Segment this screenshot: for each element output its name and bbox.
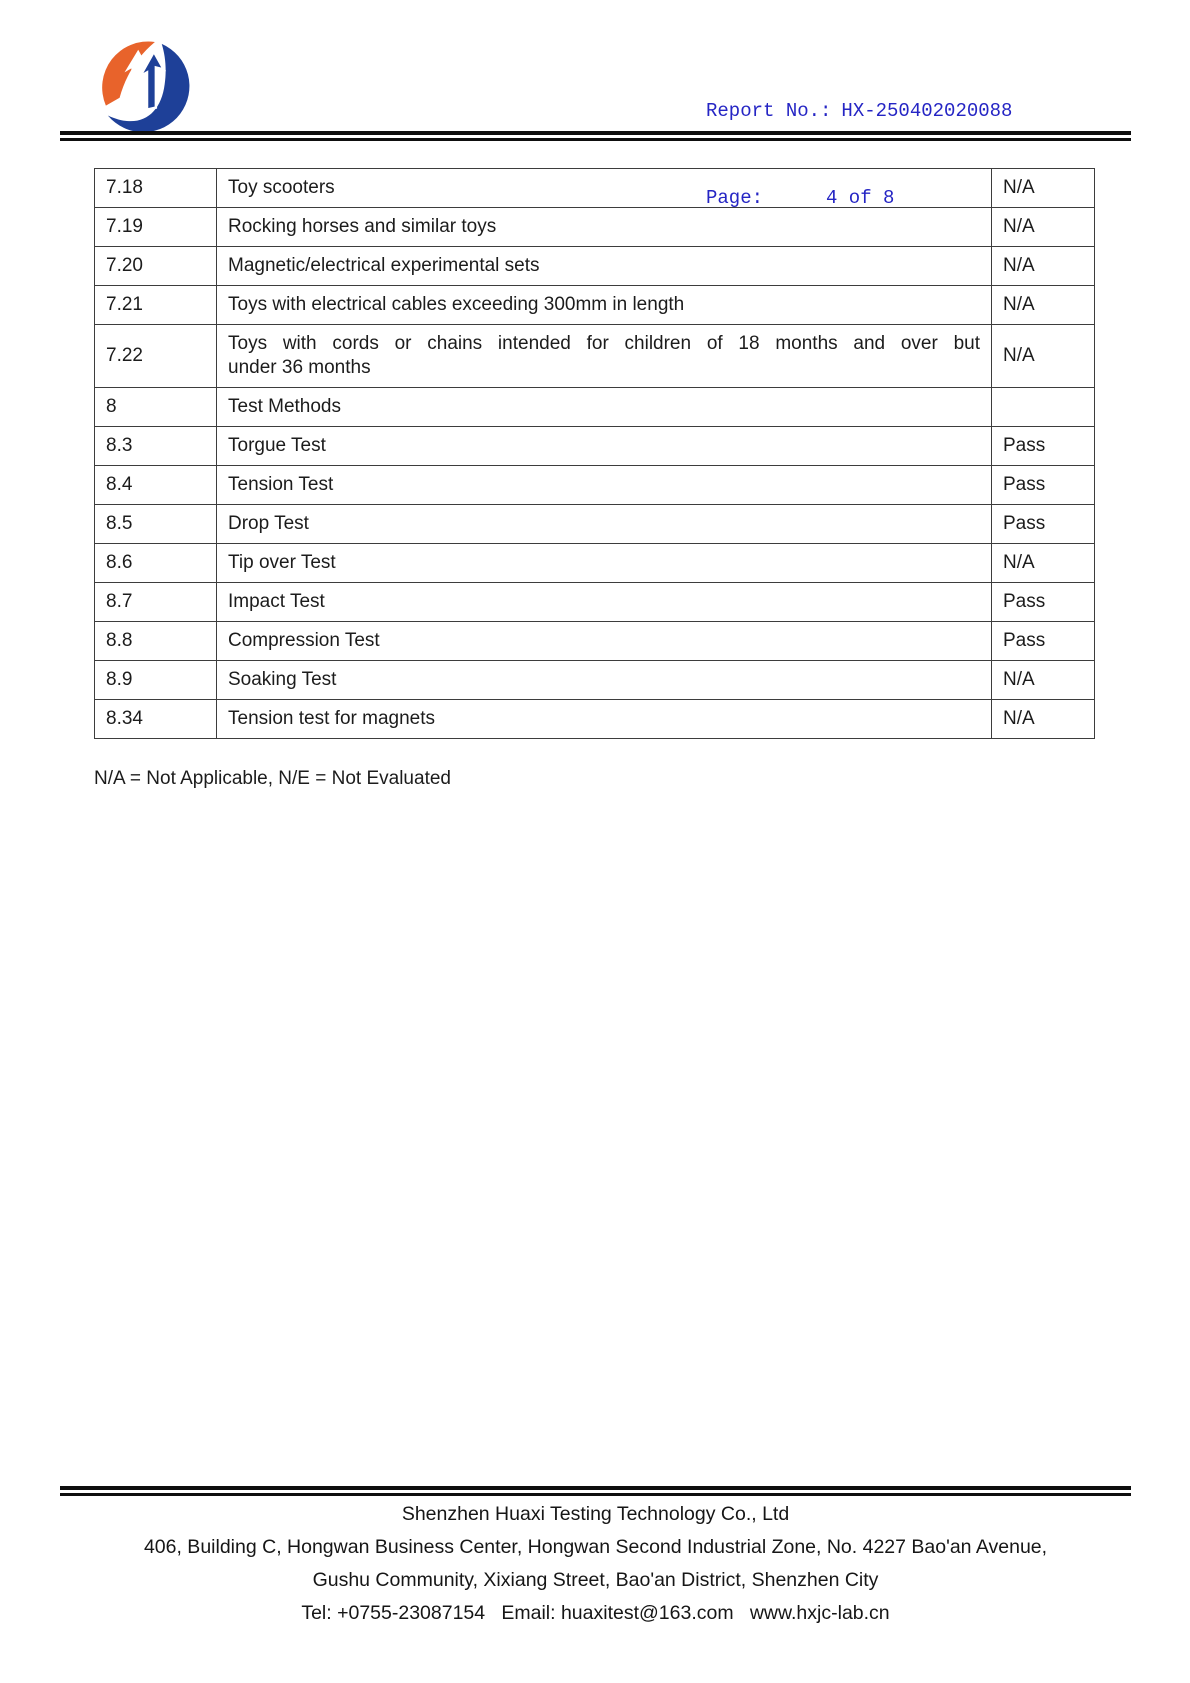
test-result: N/A — [992, 544, 1095, 583]
test-description: Toys with electrical cables exceeding 300mm in length — [217, 286, 992, 325]
test-result: N/A — [992, 700, 1095, 739]
clause-number: 7.20 — [95, 247, 217, 286]
test-description: Toys with cords or chains intended for children of 18 months and over butunder 36 months — [217, 325, 992, 388]
table-row — [95, 505, 1095, 544]
footer — [60, 1498, 1131, 1630]
test-description: Compression Test — [217, 622, 992, 661]
clause-number: 8.4 — [95, 466, 217, 505]
table-row — [95, 466, 1095, 505]
test-description: Test Methods — [217, 388, 992, 427]
report-no-label: Report No.: — [706, 100, 832, 122]
test-result: Pass — [992, 505, 1095, 544]
test-description: Magnetic/electrical experimental sets — [217, 247, 992, 286]
clause-number: 8.34 — [95, 700, 217, 739]
header-divider — [60, 131, 1131, 141]
test-results-table — [94, 168, 1095, 739]
test-result: N/A — [992, 325, 1095, 388]
test-result: N/A — [992, 286, 1095, 325]
table-row — [95, 661, 1095, 700]
clause-number: 7.21 — [95, 286, 217, 325]
table-row — [95, 427, 1095, 466]
footer-address-line1: 406, Building C, Hongwan Business Center, Hongwan Second Industrial Zone, No. 4227 Bao'an Avenue, — [143, 1536, 1048, 1558]
test-result: N/A — [992, 661, 1095, 700]
table-row — [95, 169, 1095, 208]
test-result: N/A — [992, 169, 1095, 208]
clause-number: 8 — [95, 388, 217, 427]
table-row — [95, 325, 1095, 388]
clause-number: 8.8 — [95, 622, 217, 661]
table-row — [95, 622, 1095, 661]
report-no-row — [706, 100, 1012, 122]
test-result: Pass — [992, 583, 1095, 622]
table-row — [95, 700, 1095, 739]
test-description: Tension test for magnets — [217, 700, 992, 739]
huaxi-logo-icon — [100, 38, 198, 138]
test-description: Tip over Test — [217, 544, 992, 583]
test-result: N/A — [992, 247, 1095, 286]
table-row — [95, 544, 1095, 583]
clause-number: 8.6 — [95, 544, 217, 583]
report-no-value: HX-250402020088 — [841, 100, 1013, 122]
company-logo — [100, 38, 198, 138]
footer-company: Shenzhen Huaxi Testing Technology Co., Ltd — [401, 1503, 790, 1525]
footer-contact: Tel: +0755-23087154 Email: huaxitest@163.com www.hxjc-lab.cn — [301, 1602, 890, 1624]
test-description: Torgue Test — [217, 427, 992, 466]
test-description: Impact Test — [217, 583, 992, 622]
test-results-body — [95, 169, 1095, 739]
clause-number: 7.19 — [95, 208, 217, 247]
clause-number: 7.22 — [95, 325, 217, 388]
test-description: Tension Test — [217, 466, 992, 505]
test-result: Pass — [992, 427, 1095, 466]
test-description: Rocking horses and similar toys — [217, 208, 992, 247]
clause-number: 8.5 — [95, 505, 217, 544]
clause-number: 8.7 — [95, 583, 217, 622]
clause-number: 7.18 — [95, 169, 217, 208]
table-row — [95, 208, 1095, 247]
test-result: N/A — [992, 208, 1095, 247]
page-label: Page: — [706, 187, 764, 209]
page-value: 4 of 8 — [826, 187, 895, 209]
clause-number: 8.3 — [95, 427, 217, 466]
table-row — [95, 247, 1095, 286]
test-description: Drop Test — [217, 505, 992, 544]
test-description: Toy scooters — [217, 169, 992, 208]
footer-divider — [60, 1486, 1131, 1496]
legend-note: N/A = Not Applicable, N/E = Not Evaluated — [94, 768, 451, 789]
footer-address-line2: Gushu Community, Xixiang Street, Bao'an District, Shenzhen City — [312, 1569, 879, 1591]
test-description: Soaking Test — [217, 661, 992, 700]
clause-number: 8.9 — [95, 661, 217, 700]
table-row — [95, 286, 1095, 325]
test-result — [992, 388, 1095, 427]
test-result: Pass — [992, 466, 1095, 505]
test-result: Pass — [992, 622, 1095, 661]
table-row — [95, 388, 1095, 427]
table-row — [95, 583, 1095, 622]
